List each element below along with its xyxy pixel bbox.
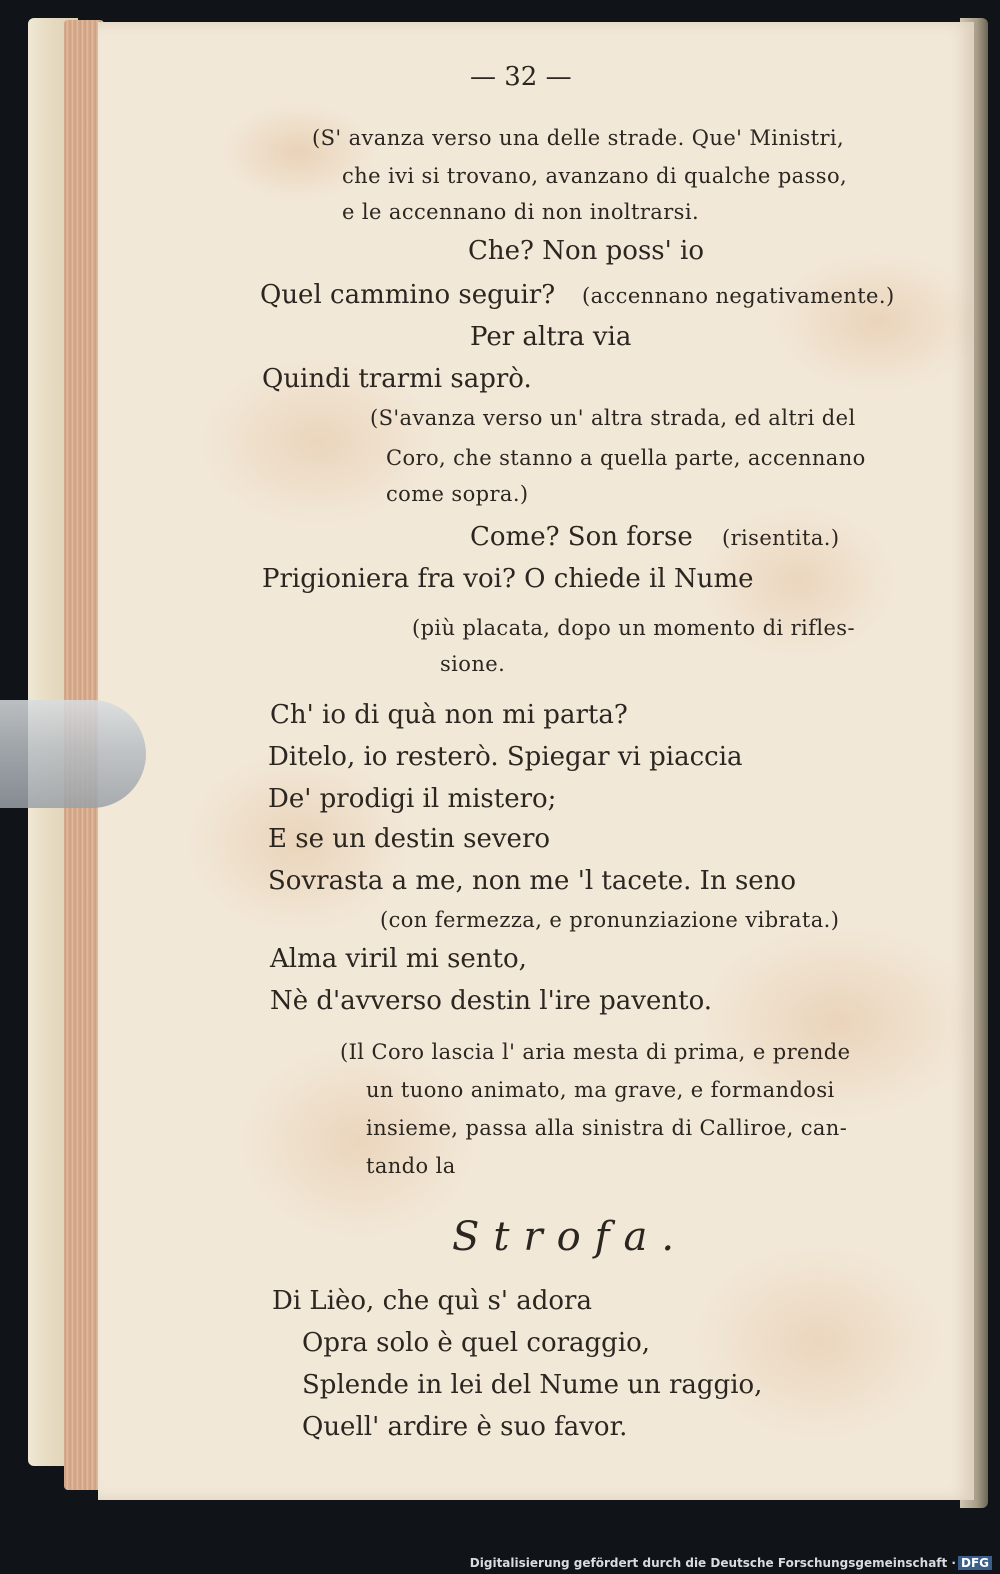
verse-line: Prigioniera fra voi? O chiede il Nume: [262, 564, 754, 594]
verse-line: De' prodigi il mistero;: [268, 784, 557, 814]
verse-line: Quindi trarmi saprò.: [262, 364, 532, 394]
verse-line: Quell' ardire è suo favor.: [302, 1412, 628, 1442]
dfg-logo: DFG: [958, 1556, 992, 1570]
verse-line: Di Lièo, che quì s' adora: [272, 1286, 592, 1316]
verse-line: Che? Non poss' io: [468, 236, 705, 266]
verse-line: Opra solo è quel coraggio,: [302, 1328, 651, 1358]
stage-direction-line: (S'avanza verso un' altra strada, ed altri del: [370, 406, 856, 430]
digitization-credit: [462, 1552, 1000, 1574]
page-clip: [0, 700, 146, 808]
stage-direction-line: come sopra.): [386, 482, 529, 506]
stage-direction-line: sione.: [440, 652, 506, 676]
verse-line: Splende in lei del Nume un raggio,: [302, 1370, 763, 1400]
stage-direction-line: (Il Coro lascia l' aria mesta di prima, e prende: [340, 1040, 851, 1064]
verse-line: Ch' io di quà non mi parta?: [270, 700, 628, 730]
page-number: — 32 —: [470, 62, 572, 92]
section-heading: Strofa.: [452, 1214, 689, 1260]
stage-direction-line: che ivi si trovano, avanzano di qualche passo,: [342, 164, 848, 188]
stage-direction-line: un tuono animato, ma grave, e formandosi: [366, 1078, 835, 1102]
verse-line: E se un destin severo: [268, 824, 551, 854]
stage-direction-line: tando la: [366, 1154, 456, 1178]
credit-text: Digitalisierung gefördert durch die Deutsche Forschungsgemeinschaft ·: [469, 1556, 956, 1570]
verse-line: Ditelo, io resterò. Spiegar vi piaccia: [268, 742, 743, 772]
stage-direction-line: (più placata, dopo un momento di rifles-: [412, 616, 855, 640]
verse-line: Alma viril mi sento,: [270, 944, 527, 974]
stage-direction-line: (S' avanza verso una delle strade. Que' Ministri,: [312, 126, 845, 150]
verse-line: Nè d'avverso destin l'ire pavento.: [270, 986, 713, 1016]
stage-direction-line: (risentita.): [722, 526, 840, 550]
verse-line: Per altra via: [470, 322, 632, 352]
stage-direction-line: e le accennano di non inoltrarsi.: [342, 200, 700, 224]
stage-direction-line: (accennano negativamente.): [582, 284, 895, 308]
verse-line: Come? Son forse: [470, 522, 693, 552]
stage-direction-line: (con fermezza, e pronunziazione vibrata.): [380, 908, 840, 932]
stage-direction-line: insieme, passa alla sinistra di Calliroe, can-: [366, 1116, 848, 1140]
stage-direction-line: Coro, che stanno a quella parte, accennano: [386, 446, 866, 470]
verse-line: Quel cammino seguir?: [260, 280, 556, 310]
verse-line: Sovrasta a me, non me 'l tacete. In seno: [268, 866, 797, 896]
